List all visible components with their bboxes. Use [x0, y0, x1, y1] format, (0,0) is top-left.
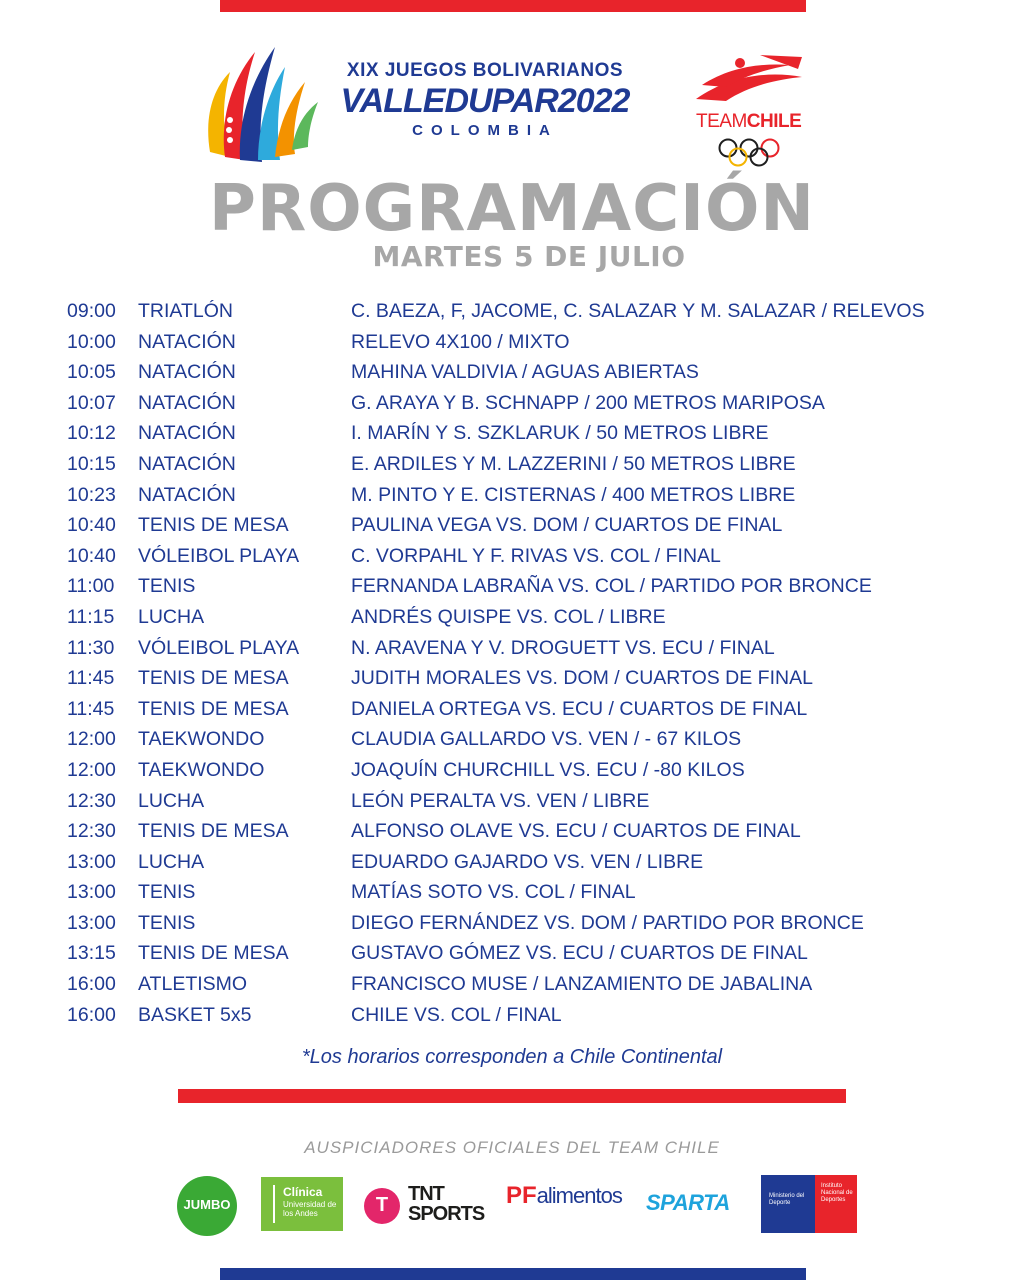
clinica-bar-icon — [273, 1185, 275, 1223]
event-sport: TAEKWONDO — [138, 758, 265, 781]
event-sport: BASKET 5x5 — [138, 1003, 252, 1026]
event-title — [320, 60, 650, 139]
event-detail: DANIELA ORTEGA VS. ECU / CUARTOS DE FINAL — [351, 697, 808, 720]
event-sport: NATACIÓN — [138, 391, 236, 414]
event-time: 10:05 — [67, 361, 116, 384]
schedule-row — [67, 449, 967, 480]
event-time: 11:30 — [67, 636, 115, 659]
schedule-row — [67, 388, 967, 419]
event-detail: C. VORPAHL Y F. RIVAS VS. COL / FINAL — [351, 544, 721, 567]
pf-alimentos-logo — [506, 1182, 622, 1210]
ministerio-deporte-logo — [761, 1175, 857, 1233]
tnt-line1: TNT — [408, 1183, 444, 1205]
event-time: 09:00 — [67, 300, 116, 322]
schedule-row — [67, 847, 967, 878]
clinica-uandes-logo — [261, 1177, 343, 1231]
event-detail: CLAUDIA GALLARDO VS. VEN / - 67 KILOS — [351, 728, 742, 751]
event-time: 13:00 — [67, 881, 116, 904]
schedule-row — [67, 541, 967, 572]
event-country: COLOMBIA — [412, 122, 558, 139]
page-subtitle: MARTES 5 DE JULIO — [372, 240, 686, 273]
event-sport: TENIS — [138, 575, 196, 598]
event-detail: CHILE VS. COL / FINAL — [351, 1003, 562, 1026]
event-time: 13:00 — [67, 911, 116, 934]
event-sport: LUCHA — [138, 605, 205, 628]
event-detail: ANDRÉS QUISPE VS. COL / LIBRE — [351, 605, 666, 628]
event-time: 11:15 — [67, 605, 115, 628]
event-detail: MATÍAS SOTO VS. COL / FINAL — [351, 881, 636, 904]
event-sport: TRIATLÓN — [138, 300, 233, 322]
event-time: 10:07 — [67, 391, 116, 414]
team-chile-logo — [690, 55, 810, 175]
schedule-row — [67, 510, 967, 541]
clinica-subtitle: Universidad de los Andes — [283, 1200, 337, 1218]
olympic-rings-icon — [718, 137, 780, 169]
event-detail: ALFONSO OLAVE VS. ECU / CUARTOS DE FINAL — [351, 820, 801, 843]
event-time: 13:15 — [67, 942, 116, 965]
event-sport: NATACIÓN — [138, 452, 236, 475]
event-detail: EDUARDO GAJARDO VS. VEN / LIBRE — [351, 850, 704, 873]
schedule-row — [67, 786, 967, 817]
event-city: VALLEDUPAR — [340, 82, 558, 120]
event-time: 12:00 — [67, 758, 116, 781]
event-detail: DIEGO FERNÁNDEZ VS. DOM / PARTIDO POR BRONCE — [351, 911, 864, 934]
schedule-row — [67, 602, 967, 633]
event-detail: RELEVO 4X100 / MIXTO — [351, 330, 570, 353]
event-detail: LEÓN PERALTA VS. VEN / LIBRE — [351, 789, 650, 812]
event-time: 10:12 — [67, 422, 116, 445]
schedule-row — [67, 816, 967, 847]
event-time: 10:00 — [67, 330, 116, 353]
pf-word: alimentos — [536, 1183, 622, 1208]
schedule-row — [67, 418, 967, 449]
event-time: 12:30 — [67, 820, 116, 843]
mindep-right-text: Instituto Nacional de Deportes — [821, 1183, 853, 1203]
bottom-blue-bar — [220, 1268, 806, 1280]
event-time: 10:15 — [67, 452, 116, 475]
event-detail: FRANCISCO MUSE / LANZAMIENTO DE JABALINA — [351, 973, 813, 996]
team-chile-name — [696, 111, 801, 133]
event-year: 2022 — [557, 82, 630, 120]
event-time: 10:40 — [67, 544, 116, 567]
clinica-title: Clínica — [283, 1185, 323, 1199]
event-title-line1: XIX JUEGOS BOLIVARIANOS — [346, 60, 624, 81]
event-sport: TENIS DE MESA — [138, 514, 289, 537]
event-detail: MAHINA VALDIVIA / AGUAS ABIERTAS — [351, 361, 699, 384]
schedule-row — [67, 877, 967, 908]
event-detail: FERNANDA LABRAÑA VS. COL / PARTIDO POR BRONCE — [351, 575, 872, 598]
schedule-row — [67, 724, 967, 755]
schedule-row — [67, 571, 967, 602]
event-time: 12:00 — [67, 728, 116, 751]
event-sport: ATLETISMO — [138, 973, 248, 996]
event-sport: TAEKWONDO — [138, 728, 265, 751]
team-chile-emblem-icon — [690, 55, 810, 111]
juegos-bolivarianos-logo — [200, 42, 650, 167]
event-sport: TENIS DE MESA — [138, 942, 289, 965]
tnt-line2: SPORTS — [408, 1203, 485, 1225]
red-divider — [178, 1089, 846, 1103]
top-red-bar — [220, 0, 806, 12]
event-time: 16:00 — [67, 973, 116, 996]
schedule-row — [67, 755, 967, 786]
event-time: 16:00 — [67, 1003, 116, 1026]
event-sport: VÓLEIBOL PLAYA — [138, 636, 300, 659]
event-time: 13:00 — [67, 850, 116, 873]
event-sport: LUCHA — [138, 850, 205, 873]
event-sport: TENIS DE MESA — [138, 697, 289, 720]
event-detail: JOAQUÍN CHURCHILL VS. ECU / -80 KILOS — [351, 758, 745, 781]
schedule-list — [67, 296, 967, 1030]
event-sport: LUCHA — [138, 789, 205, 812]
event-time: 12:30 — [67, 789, 116, 812]
event-sport: TENIS — [138, 911, 196, 934]
sponsors-row — [0, 1170, 1024, 1240]
event-time: 11:45 — [67, 697, 115, 720]
schedule-row — [67, 357, 967, 388]
event-detail: JUDITH MORALES VS. DOM / CUARTOS DE FINAL — [351, 667, 813, 690]
event-time: 10:23 — [67, 483, 116, 506]
event-sport: NATACIÓN — [138, 422, 236, 445]
sails-emblem-icon — [200, 42, 320, 167]
schedule-row — [67, 908, 967, 939]
event-detail: E. ARDILES Y M. LAZZERINI / 50 METROS LIBRE — [351, 452, 796, 475]
schedule-row — [67, 938, 967, 969]
event-sport: TENIS — [138, 881, 196, 904]
event-time: 10:40 — [67, 514, 116, 537]
event-time: 11:45 — [67, 667, 115, 690]
schedule-row — [67, 969, 967, 1000]
event-time: 11:00 — [67, 575, 115, 598]
schedule-row — [67, 1000, 967, 1031]
timezone-note: *Los horarios corresponden a Chile Continental — [301, 1046, 723, 1068]
event-detail: C. BAEZA, F, JACOME, C. SALAZAR Y M. SALAZAR / RELEVOS — [351, 300, 925, 322]
event-sport: NATACIÓN — [138, 361, 236, 384]
event-sport: TENIS DE MESA — [138, 820, 289, 843]
pf-mark: PF — [506, 1182, 537, 1209]
event-sport: TENIS DE MESA — [138, 667, 289, 690]
schedule-row — [67, 663, 967, 694]
schedule-row — [67, 480, 967, 511]
event-detail: N. ARAVENA Y V. DROGUETT VS. ECU / FINAL — [351, 636, 775, 659]
sponsors-label: AUSPICIADORES OFICIALES DEL TEAM CHILE — [304, 1138, 720, 1157]
tnt-circle-icon: T — [364, 1188, 400, 1224]
event-detail: GUSTAVO GÓMEZ VS. ECU / CUARTOS DE FINAL — [351, 942, 808, 965]
schedule-row — [67, 296, 967, 327]
team-name-b: CHILE — [746, 111, 802, 132]
event-sport: NATACIÓN — [138, 483, 236, 506]
event-detail: I. MARÍN Y S. SZKLARUK / 50 METROS LIBRE — [351, 422, 769, 445]
event-detail: G. ARAYA Y B. SCHNAPP / 200 METROS MARIPOSA — [351, 391, 825, 414]
page-title: PROGRAMACIÓN — [209, 172, 815, 246]
team-name-a: TEAM — [696, 111, 747, 132]
event-detail: PAULINA VEGA VS. DOM / CUARTOS DE FINAL — [351, 514, 783, 537]
schedule-row — [67, 694, 967, 725]
mindep-left-text: Ministerio del Deporte — [769, 1193, 805, 1206]
event-sport: NATACIÓN — [138, 330, 236, 353]
event-title-line2 — [320, 82, 650, 120]
sparta-logo: SPARTA — [646, 1190, 730, 1215]
event-sport: VÓLEIBOL PLAYA — [138, 544, 300, 567]
jumbo-logo: JUMBO — [177, 1176, 237, 1236]
event-detail: M. PINTO Y E. CISTERNAS / 400 METROS LIBRE — [351, 483, 796, 506]
schedule-row — [67, 633, 967, 664]
schedule-row — [67, 327, 967, 358]
